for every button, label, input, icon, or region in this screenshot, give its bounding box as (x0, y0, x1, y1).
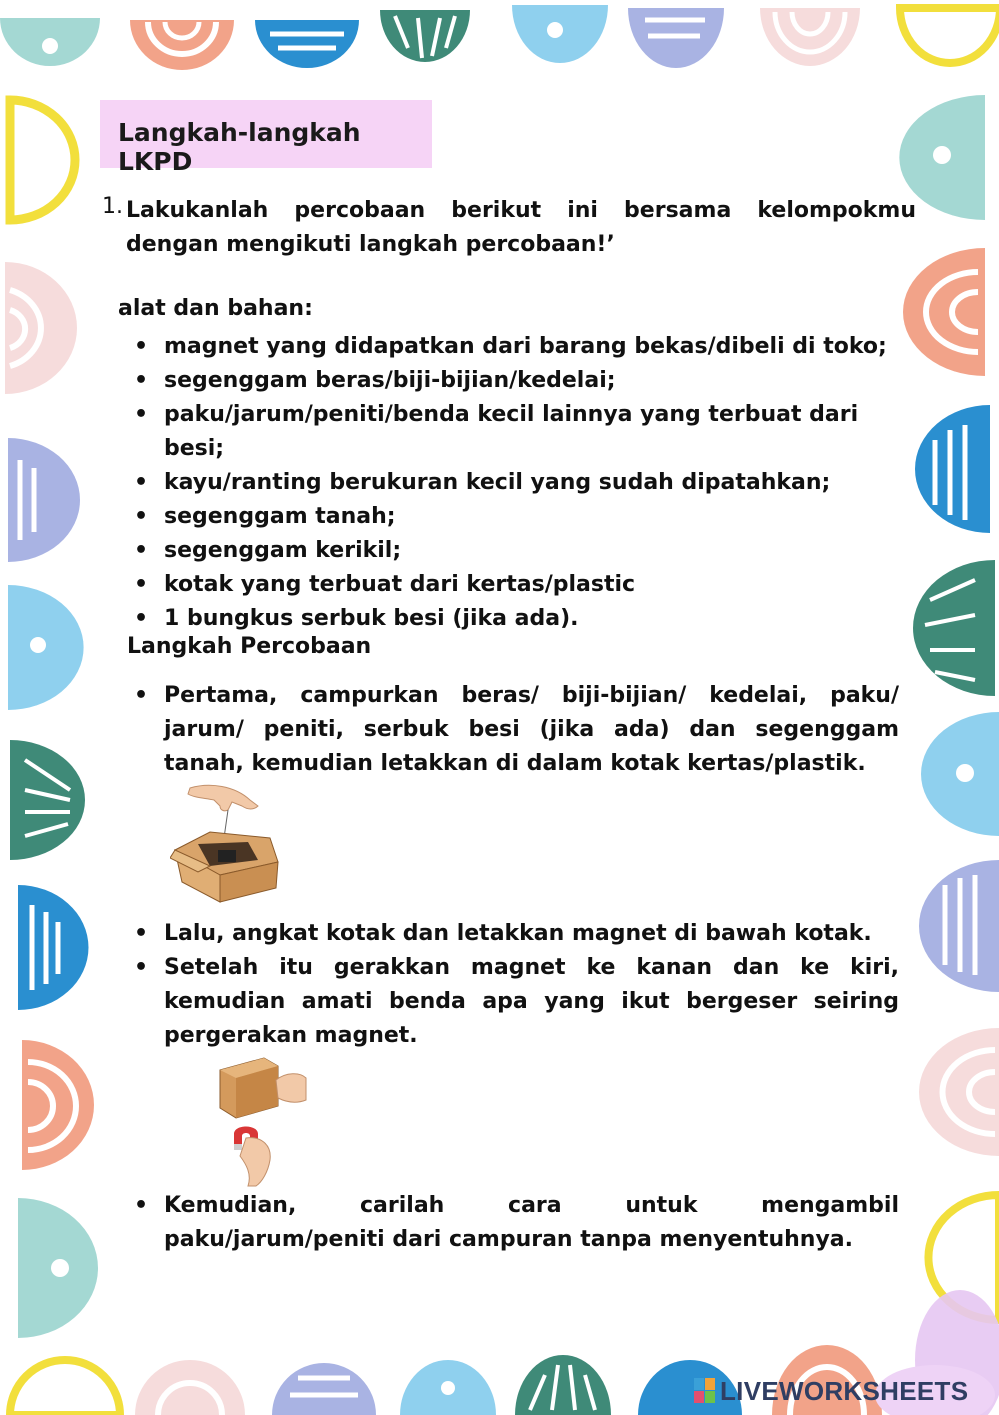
list-item: • Setelah itu gerakkan magnet ke kanan dan ke kiri, kemudian amati benda apa yang ikut bergeser seiring pergerakan magnet. (126, 951, 899, 1053)
left-border-shapes (5, 100, 98, 1338)
list-item: • segenggam beras/biji-bijian/kedelai; (126, 364, 916, 398)
step-number: 1. (102, 194, 123, 219)
materials-list (126, 330, 916, 636)
box-hand-illustration (170, 780, 282, 905)
materials-heading: alat dan bahan: (118, 296, 313, 321)
procedure-heading: Langkah Percobaan (127, 634, 372, 659)
list-item: • 1 bungkus serbuk besi (jika ada). (126, 602, 916, 636)
list-item: • Lalu, angkat kotak dan letakkan magnet di bawah kotak. (126, 917, 899, 951)
list-item: • segenggam tanah; (126, 500, 916, 534)
title-box (100, 100, 432, 176)
list-item: • kayu/ranting berukuran kecil yang sudah dipatahkan; (126, 466, 916, 500)
list-item: • magnet yang didapatkan dari barang bekas/dibeli di toko; (126, 330, 916, 364)
top-border-shapes (0, 5, 999, 70)
brand-text: LIVEWORKSHEETS (720, 1375, 969, 1406)
footer-brand[interactable] (694, 1372, 968, 1410)
magnet-box-illustration (216, 1056, 308, 1188)
list-item: • Kemudian, carilah cara untuk mengambil paku/jarum/peniti dari campuran tanpa menyentuhnya. (126, 1189, 899, 1257)
step-instruction: Lakukanlah percobaan berikut ini bersama kelompokmu dengan mengikuti langkah percobaan!’ (126, 198, 916, 257)
procedure-list-1 (126, 679, 899, 781)
procedure-list-2 (126, 917, 899, 1053)
liveworksheets-logo-icon (694, 1378, 716, 1404)
right-border-shapes (899, 95, 999, 1320)
list-item: • Pertama, campurkan beras/ biji-bijian/ kedelai, paku/ jarum/ peniti, serbuk besi (jika ada) dan segenggam tanah, kemudian letakkan di dalam kotak kertas/plastik. (126, 679, 899, 781)
list-item: • paku/jarum/peniti/benda kecil lainnya yang terbuat dari besi; (126, 398, 916, 466)
page-title: Langkah-langkah LKPD (118, 118, 361, 176)
list-item: • segenggam kerikil; (126, 534, 916, 568)
procedure-list-3 (126, 1189, 899, 1257)
list-item: • kotak yang terbuat dari kertas/plastic (126, 568, 916, 602)
